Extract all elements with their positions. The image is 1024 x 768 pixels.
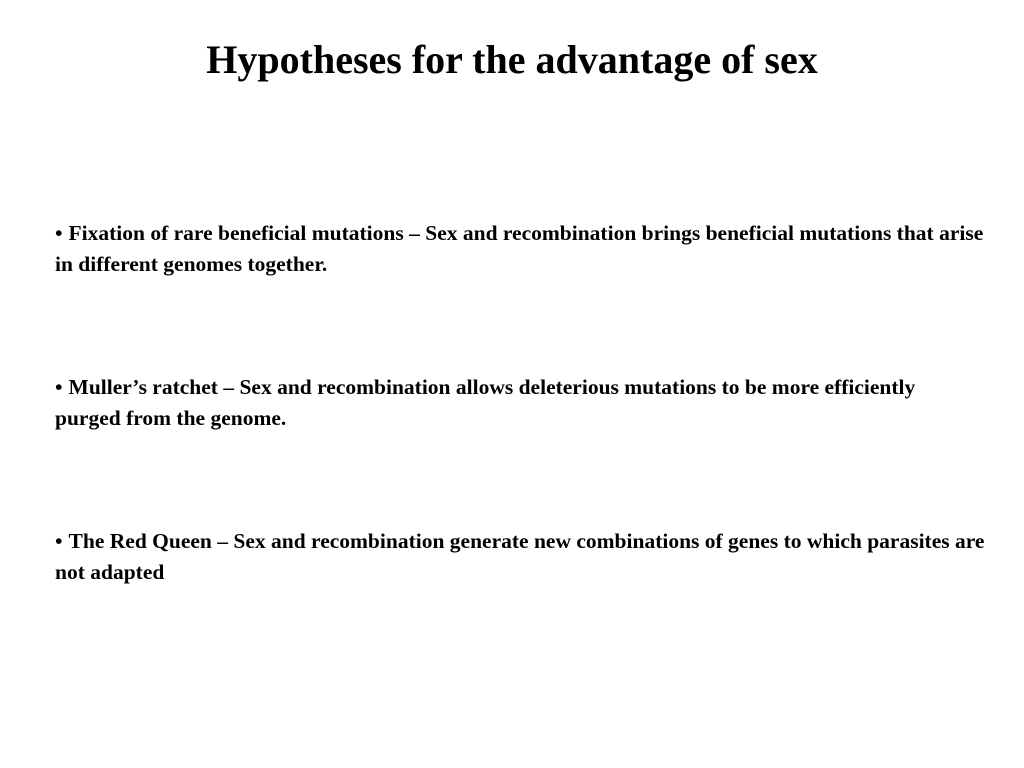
bullet-text: The Red Queen – Sex and recombination generate new combinations of genes to which parasites are not adapted: [55, 529, 985, 584]
bullet-marker: •: [55, 375, 63, 399]
bullet-red-queen: [55, 526, 985, 588]
bullet-marker: •: [55, 221, 63, 245]
bullet-marker: •: [55, 529, 63, 553]
bullet-text: Muller’s ratchet – Sex and recombination allows deleterious mutations to be more efficiently purged from the genome.: [55, 375, 916, 430]
bullet-fixation-of-rare-beneficial-mutations: [55, 218, 985, 280]
bullet-text: Fixation of rare beneficial mutations – Sex and recombination brings beneficial mutations that arise in different genomes together.: [55, 221, 984, 276]
bullet-mullers-ratchet: [55, 372, 985, 434]
slide-title: Hypotheses for the advantage of sex: [206, 37, 818, 82]
